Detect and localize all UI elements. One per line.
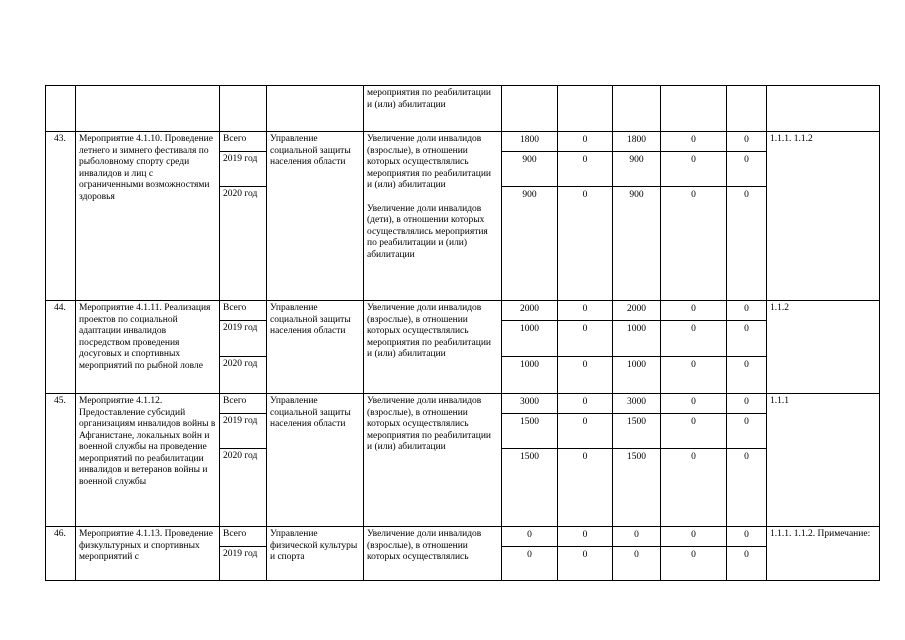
value-cell: 0 [727,394,767,414]
value-cell: 3000 [613,394,661,414]
value-cell: 0 [558,527,613,547]
value-cell [613,86,661,132]
value-cell [558,86,613,132]
period-cell: Всего [220,394,267,414]
executor-cell: Управление социальной защиты населения области [267,394,364,527]
value-cell: 900 [613,187,661,301]
name-cell: Мероприятие 4.1.11. Реализация проектов по социальной адаптации инвалидов посредством проведения досуговых и спортивных мероприятий по рыбной ловле [76,301,220,394]
index-cell [46,86,76,132]
period-cell: 2019 год [220,547,267,581]
value-cell: 0 [613,527,661,547]
name-cell [76,86,220,132]
description-cell: мероприятия по реабилитации и (или) абилитации [364,86,502,132]
refs-cell: 1.1.1. 1.1.2 [767,132,880,301]
value-cell: 0 [558,547,613,581]
table-row [46,394,880,414]
table-row [46,527,880,547]
value-cell: 0 [558,394,613,414]
value-cell: 1500 [502,414,558,449]
value-cell: 2000 [502,301,558,321]
value-cell: 0 [502,547,558,581]
value-cell: 0 [661,394,727,414]
table-row-continuation [46,86,880,132]
executor-cell: Управление социальной защиты населения области [267,132,364,301]
value-cell: 0 [558,132,613,152]
table-row [46,301,880,321]
refs-cell: 1.1.1 [767,394,880,527]
period-cell: 2019 год [220,414,267,449]
value-cell: 0 [558,449,613,527]
value-cell: 0 [727,357,767,394]
value-cell: 900 [502,152,558,187]
period-cell: Всего [220,301,267,321]
value-cell: 900 [502,187,558,301]
value-cell: 0 [661,301,727,321]
name-cell: Мероприятие 4.1.12. Предоставление субсидий организациям инвалидов войны в Афганистане, локальных войн и военной службы на проведение мероприятий по реабилитации инвалидов и ветеранов войны и военной службы [76,394,220,527]
value-cell: 0 [727,152,767,187]
value-cell: 0 [661,187,727,301]
description-text: Увеличение доли инвалидов (взрослые), в отношении которых осуществлялись мероприятия по реабилитации и (или) абилитации [367,134,491,190]
value-cell: 0 [502,527,558,547]
value-cell: 0 [727,414,767,449]
name-cell: Мероприятие 4.1.10. Проведение летнего и зимнего фестиваля по рыболовному спорту среди инвалидов и лиц с ограниченными возможностями здоровья [76,132,220,301]
value-cell: 900 [613,152,661,187]
value-cell: 0 [661,527,727,547]
value-cell: 0 [661,414,727,449]
refs-cell [767,86,880,132]
period-cell: 2020 год [220,449,267,527]
value-cell [727,86,767,132]
value-cell: 1500 [613,414,661,449]
value-cell: 0 [727,187,767,301]
value-cell: 0 [661,321,727,357]
value-cell [502,86,558,132]
value-cell: 3000 [502,394,558,414]
value-cell: 0 [558,152,613,187]
value-cell: 1000 [613,357,661,394]
value-cell: 0 [661,547,727,581]
period-cell: 2019 год [220,321,267,357]
value-cell: 1000 [613,321,661,357]
period-cell [220,86,267,132]
value-cell: 0 [661,357,727,394]
value-cell: 0 [727,132,767,152]
description-cell: Увеличение доли инвалидов (взрослые), в отношении которых осуществлялись мероприятия по реабилитации и (или) абилитации [364,301,502,394]
value-cell: 0 [727,527,767,547]
description-cell [364,132,502,301]
value-cell: 0 [558,321,613,357]
description-cell: Увеличение доли инвалидов (взрослые), в отношении которых осуществлялись [364,527,502,581]
value-cell: 1500 [502,449,558,527]
description-cell: Увеличение доли инвалидов (взрослые), в отношении которых осуществлялись мероприятия по реабилитации и (или) абилитации [364,394,502,527]
period-cell: Всего [220,132,267,152]
executor-cell: Управление физической культуры и спорта [267,527,364,581]
value-cell: 0 [727,547,767,581]
index-cell: 46. [46,527,76,581]
refs-cell: 1.1.2 [767,301,880,394]
period-cell: Всего [220,527,267,547]
value-cell: 2000 [613,301,661,321]
index-cell: 43. [46,132,76,301]
name-cell: Мероприятие 4.1.13. Проведение физкультурных и спортивных мероприятий с [76,527,220,581]
value-cell [661,86,727,132]
value-cell: 0 [661,449,727,527]
table-row [46,132,880,152]
value-cell: 0 [661,132,727,152]
value-cell: 0 [558,357,613,394]
value-cell: 1000 [502,321,558,357]
index-cell: 45. [46,394,76,527]
value-cell: 0 [613,547,661,581]
refs-cell: 1.1.1. 1.1.2. Примечание: [767,527,880,581]
description-text: Увеличение доли инвалидов (дети), в отношении которых осуществлялись мероприятия по реабилитации и (или) абилитации [367,203,488,260]
period-cell: 2020 год [220,187,267,301]
value-cell: 0 [558,414,613,449]
period-cell: 2019 год [220,152,267,187]
executor-cell: Управление социальной защиты населения области [267,301,364,394]
value-cell: 0 [661,152,727,187]
value-cell: 1800 [613,132,661,152]
value-cell: 1000 [502,357,558,394]
value-cell: 0 [558,301,613,321]
index-cell: 44. [46,301,76,394]
period-cell: 2020 год [220,357,267,394]
executor-cell [267,86,364,132]
value-cell: 0 [558,187,613,301]
value-cell: 1800 [502,132,558,152]
value-cell: 0 [727,301,767,321]
value-cell: 0 [727,449,767,527]
value-cell: 0 [727,321,767,357]
program-activities-table [45,85,880,581]
value-cell: 1500 [613,449,661,527]
